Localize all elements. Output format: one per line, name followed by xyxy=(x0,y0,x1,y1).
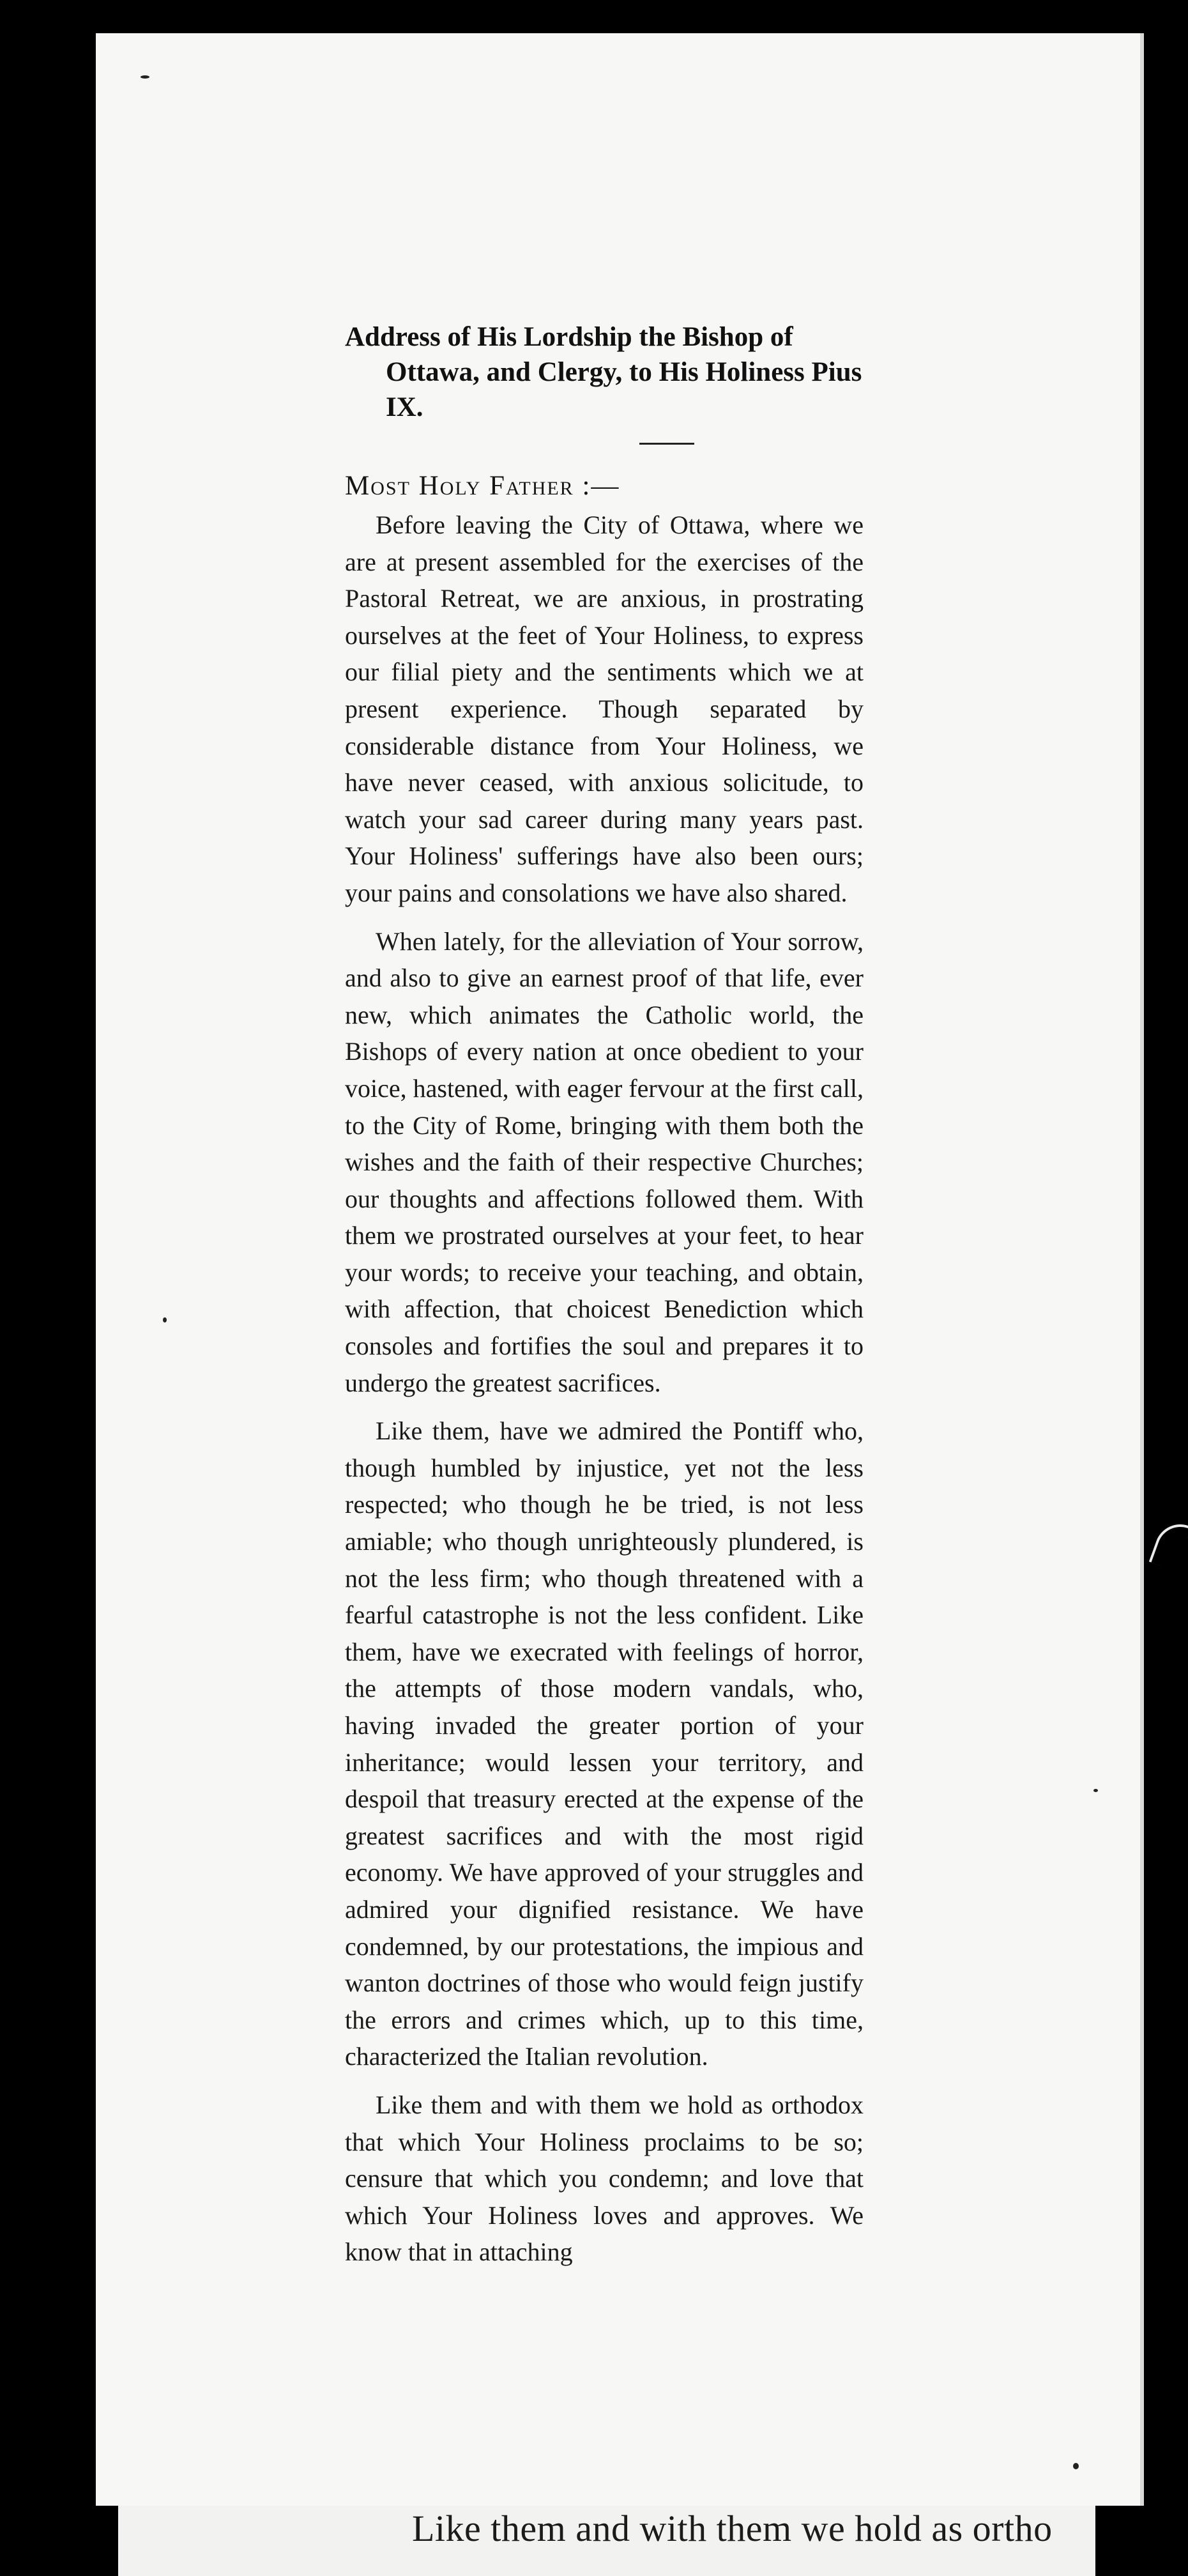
title-rule xyxy=(639,443,694,445)
paragraph-3: Like them, have we admired the Pontiff who, though humbled by injustice, yet not the less respected; who though he be tried, is not less amiable; who though unrighteously plundered, is not the less firm; who though threatened with a fearful catastrophe is not the less confident. Like them, have we execrated with feelings of horror, the attempts of those modern vandals, who, having invaded the greater portion of your inheritance; would lessen your territory, and despoil that treasury erected at the expense of the greatest sacrifices and with the most rigid economy. We have approved of your struggles and admired your dignified resistance. We have condemned, by our protestations, the impious and wanton doctrines of those who would feign justify the errors and crimes which, up to this time, characterized the Italian revolution. xyxy=(345,1416,864,2071)
paragraph-4: Like them and with them we hold as orthodox that which Your Holiness proclaims to be so; censure that which you condemn; and love that which Your Holiness loves and approves. We know that in attaching xyxy=(345,2090,864,2267)
scan-speck xyxy=(163,1317,167,1322)
scan-speck xyxy=(1093,1789,1098,1792)
scan-speck xyxy=(1073,2463,1079,2469)
salutation: Most Holy Father :— xyxy=(345,471,620,501)
document-title: Address of His Lordship the Bishop of Ottawa, and Clergy, to His Holiness Pius IX. xyxy=(345,322,862,422)
document-body xyxy=(345,507,864,2271)
scan-speck xyxy=(141,75,149,79)
next-page-strip xyxy=(118,2506,1095,2576)
text-column xyxy=(345,319,864,2282)
scan-mark xyxy=(1149,1517,1188,1572)
page-edge xyxy=(1140,33,1144,2506)
paragraph-2: When lately, for the alleviation of Your sorrow, and also to give an earnest proof of that life, ever new, which animates the Catholic world, the Bishops of every nation at once obedient to your voice, hastened, with eager fervour at the first call, to the City of Rome, bringing with them both the wishes and the faith of their respective Churches; our thoughts and affections followed them. With them we prostrated ourselves at your feet, to hear your words; to receive your teaching, and obtain, with affection, that choicest Benediction which consoles and fortifies the soul and prepares it to undergo the greatest sacrifices. xyxy=(345,926,864,1397)
paragraph-1: Before leaving the City of Ottawa, where we are at present assembled for the exercises of the Pastoral Retreat, we are anxious, in prostrating ourselves at the feet of Your Holiness, to express our filial piety and the sentiments which we at present experience. Though separated by considerable distance from Your Holiness, we have never ceased, with anxious solicitude, to watch your sad career during many years past. Your Holiness' sufferings have also been ours; your pains and consolations we have also shared. xyxy=(345,510,864,907)
next-page-fragment: Like them and with them we hold as ortho xyxy=(412,2508,1053,2549)
